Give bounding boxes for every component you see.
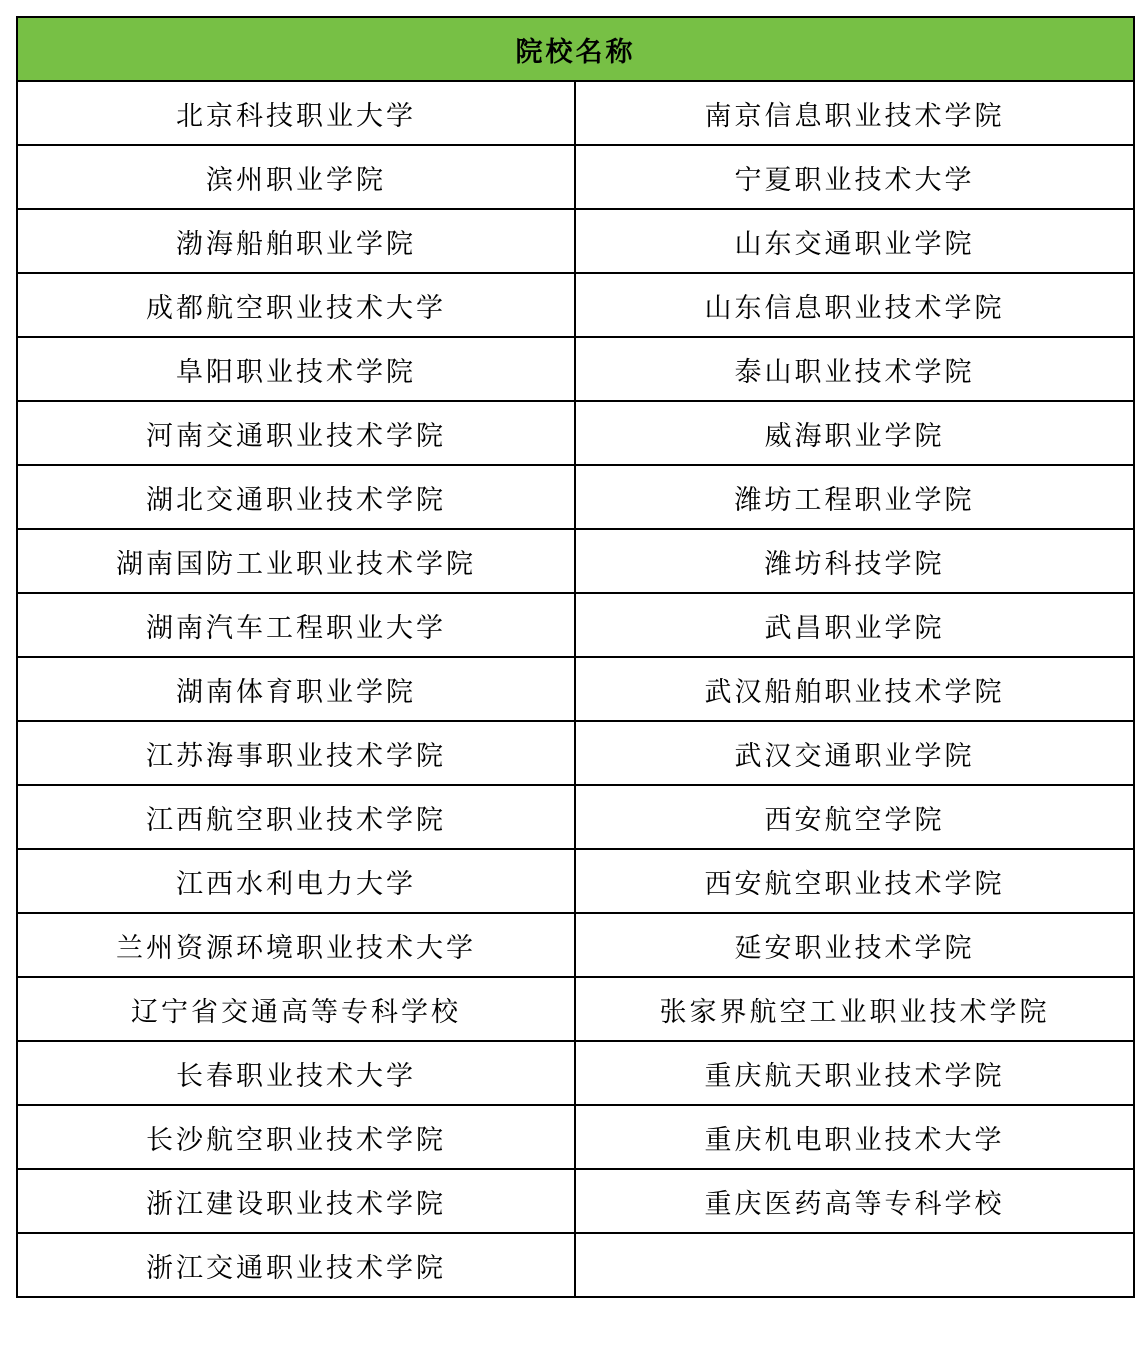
school-cell-right: 重庆医药高等专科学校 xyxy=(575,1169,1134,1233)
school-cell-right: 重庆机电职业技术大学 xyxy=(575,1105,1134,1169)
school-cell-left: 阜阳职业技术学院 xyxy=(17,337,575,401)
table-row xyxy=(17,593,1134,657)
table-row xyxy=(17,529,1134,593)
header-row xyxy=(17,17,1134,81)
school-cell-left: 长沙航空职业技术学院 xyxy=(17,1105,575,1169)
school-cell-left: 湖南汽车工程职业大学 xyxy=(17,593,575,657)
school-cell-right: 潍坊工程职业学院 xyxy=(575,465,1134,529)
school-cell-left: 北京科技职业大学 xyxy=(17,81,575,145)
table-row xyxy=(17,1169,1134,1233)
school-cell-left: 长春职业技术大学 xyxy=(17,1041,575,1105)
school-cell-right: 张家界航空工业职业技术学院 xyxy=(575,977,1134,1041)
school-cell-right: 西安航空学院 xyxy=(575,785,1134,849)
school-cell-left: 兰州资源环境职业技术大学 xyxy=(17,913,575,977)
school-cell-right: 延安职业技术学院 xyxy=(575,913,1134,977)
school-cell-left: 湖南体育职业学院 xyxy=(17,657,575,721)
school-cell-left: 湖南国防工业职业技术学院 xyxy=(17,529,575,593)
school-cell-right: 泰山职业技术学院 xyxy=(575,337,1134,401)
school-cell-left: 渤海船舶职业学院 xyxy=(17,209,575,273)
school-cell-left: 江苏海事职业技术学院 xyxy=(17,721,575,785)
school-cell-right xyxy=(575,1233,1134,1297)
school-cell-right: 宁夏职业技术大学 xyxy=(575,145,1134,209)
school-cell-left: 辽宁省交通高等专科学校 xyxy=(17,977,575,1041)
table-row xyxy=(17,1041,1134,1105)
school-cell-right: 武汉船舶职业技术学院 xyxy=(575,657,1134,721)
school-cell-right: 武汉交通职业学院 xyxy=(575,721,1134,785)
table-row xyxy=(17,785,1134,849)
school-cell-right: 南京信息职业技术学院 xyxy=(575,81,1134,145)
table-row xyxy=(17,849,1134,913)
table-row xyxy=(17,209,1134,273)
school-cell-right: 西安航空职业技术学院 xyxy=(575,849,1134,913)
school-cell-left: 河南交通职业技术学院 xyxy=(17,401,575,465)
school-cell-left: 江西水利电力大学 xyxy=(17,849,575,913)
school-cell-right: 武昌职业学院 xyxy=(575,593,1134,657)
table-row xyxy=(17,913,1134,977)
table-row xyxy=(17,1105,1134,1169)
table-row xyxy=(17,977,1134,1041)
table-row xyxy=(17,1233,1134,1297)
school-cell-left: 滨州职业学院 xyxy=(17,145,575,209)
school-cell-left: 江西航空职业技术学院 xyxy=(17,785,575,849)
school-cell-right: 威海职业学院 xyxy=(575,401,1134,465)
table-row xyxy=(17,721,1134,785)
table-row xyxy=(17,465,1134,529)
table-row xyxy=(17,145,1134,209)
header-cell-school-name: 院校名称 xyxy=(17,17,1134,81)
school-cell-right: 潍坊科技学院 xyxy=(575,529,1134,593)
table-row xyxy=(17,657,1134,721)
school-cell-right: 山东交通职业学院 xyxy=(575,209,1134,273)
school-cell-right: 重庆航天职业技术学院 xyxy=(575,1041,1134,1105)
school-cell-left: 浙江建设职业技术学院 xyxy=(17,1169,575,1233)
school-cell-right: 山东信息职业技术学院 xyxy=(575,273,1134,337)
table-row xyxy=(17,273,1134,337)
school-cell-left: 浙江交通职业技术学院 xyxy=(17,1233,575,1297)
school-list-table xyxy=(16,16,1135,1298)
table-row xyxy=(17,81,1134,145)
table-row xyxy=(17,337,1134,401)
school-cell-left: 湖北交通职业技术学院 xyxy=(17,465,575,529)
table-row xyxy=(17,401,1134,465)
school-cell-left: 成都航空职业技术大学 xyxy=(17,273,575,337)
